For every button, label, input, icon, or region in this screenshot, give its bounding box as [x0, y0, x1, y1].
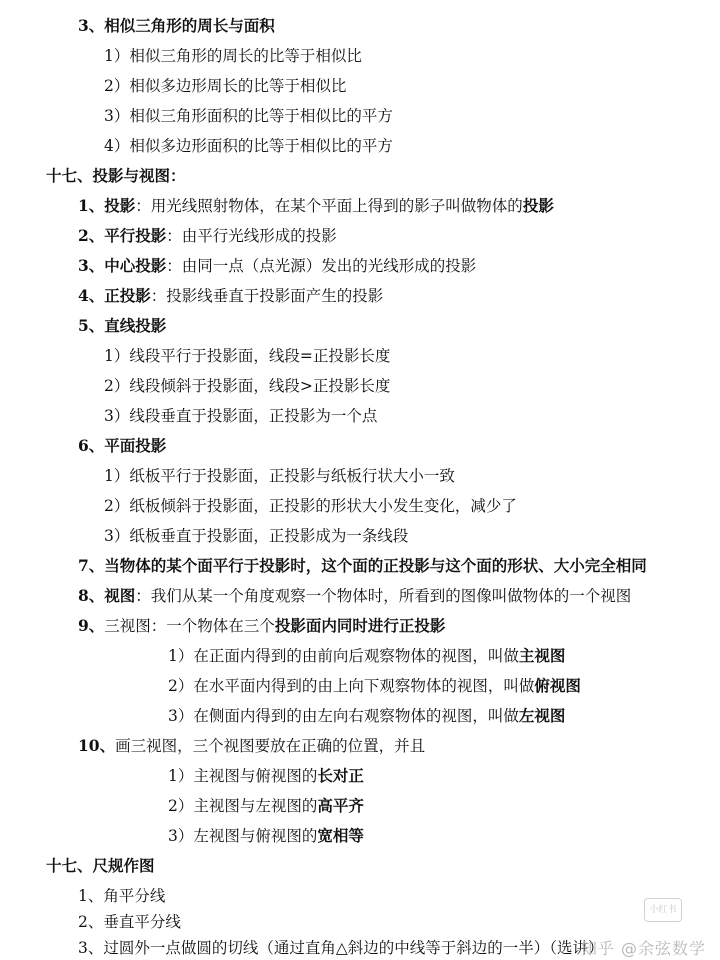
text-segment: 投影 — [522, 196, 554, 215]
text-segment: 十七、尺规作图 — [46, 856, 155, 875]
text-segment: 3、相似三角形的周长与面积 — [78, 16, 275, 35]
text-line-19 — [78, 556, 647, 576]
text-segment: 2）主视图与左视图的 — [168, 797, 318, 815]
text-line-31 — [78, 912, 181, 932]
text-line-13 — [104, 376, 390, 396]
text-segment: 1、投影 — [78, 196, 136, 215]
text-segment: ：我们从某一个角度观察一个物体时，所看到的图像叫做物体的一个视图 — [135, 587, 632, 605]
text-segment: 5、直线投影 — [78, 316, 167, 335]
text-segment: 1）线段平行于投影面，线段=正投影长度 — [104, 347, 391, 365]
text-segment: 1）相似三角形的周长的比等于相似比 — [104, 47, 362, 65]
text-line-15 — [78, 436, 166, 456]
text-segment: 3）线段垂直于投影面，正投影为一个点 — [104, 407, 378, 425]
text-line-24 — [168, 706, 565, 726]
text-line-6 — [46, 166, 186, 186]
text-segment: 左视图 — [518, 706, 566, 725]
text-segment: 2、平行投影 — [78, 226, 167, 245]
text-segment: 3）左视图与俯视图的 — [168, 827, 318, 845]
text-segment: 1、角平分线 — [78, 887, 166, 905]
text-line-18 — [104, 526, 408, 546]
watermark-text: 知乎 @余弦数学 — [580, 939, 706, 958]
text-segment: ：投影线垂直于投影面产生的投影 — [150, 287, 384, 305]
text-line-30 — [78, 886, 165, 906]
text-segment: 投影面内同时进行正投影 — [274, 616, 446, 635]
text-line-16 — [104, 466, 455, 486]
text-line-3 — [104, 76, 346, 96]
text-line-7 — [78, 196, 554, 216]
text-segment: 4）相似多边形面积的比等于相似比的平方 — [104, 137, 393, 155]
text-segment: 长对正 — [317, 766, 364, 785]
text-line-26 — [168, 766, 364, 786]
text-segment: 7、当物体的某个面平行于投影时，这个面的正投影与这个面的形状、大小完全相同 — [78, 556, 647, 575]
text-segment: 3）纸板垂直于投影面，正投影成为一条线段 — [104, 527, 409, 545]
text-segment: 6、平面投影 — [78, 436, 167, 455]
text-segment: 2）相似多边形周长的比等于相似比 — [104, 77, 347, 95]
text-segment: ：由同一点（点光源）发出的光线形成的投影 — [166, 257, 477, 275]
text-segment: 画三视图，三个视图要放在正确的位置，并且 — [115, 737, 426, 755]
text-line-5 — [104, 136, 393, 156]
text-segment: 1）主视图与俯视图的 — [168, 767, 318, 785]
text-line-28 — [168, 826, 364, 846]
text-segment: 十七、投影与视图： — [46, 166, 186, 185]
text-segment: 1）纸板平行于投影面，正投影与纸板行状大小一致 — [104, 467, 455, 485]
text-line-2 — [104, 46, 362, 66]
text-segment: 8、视图 — [78, 586, 136, 605]
text-segment: 3）相似三角形面积的比等于相似比的平方 — [104, 107, 393, 125]
text-segment: 高平齐 — [317, 796, 364, 815]
text-segment: 1）在正面内得到的由前向后观察物体的视图，叫做 — [168, 647, 519, 665]
text-segment: 宽相等 — [317, 826, 364, 845]
text-line-32 — [78, 938, 604, 958]
text-line-22 — [168, 646, 565, 666]
text-line-20 — [78, 586, 631, 606]
text-segment: 2）在水平面内得到的由上向下观察物体的视图，叫做 — [168, 677, 535, 695]
text-line-12 — [104, 346, 390, 366]
text-line-10 — [78, 286, 383, 306]
text-line-23 — [168, 676, 581, 696]
text-line-27 — [168, 796, 364, 816]
text-line-14 — [104, 406, 377, 426]
text-segment: 2、垂直平分线 — [78, 913, 181, 931]
text-line-25 — [78, 736, 425, 756]
watermark-logo: 小红书 — [644, 898, 682, 922]
text-segment: ：由平行光线形成的投影 — [166, 227, 337, 245]
text-segment: 3、中心投影 — [78, 256, 167, 275]
text-segment: 三视图：一个物体在三个 — [104, 617, 275, 635]
text-segment: ：用光线照射物体，在某个平面上得到的影子叫做物体的 — [135, 197, 523, 215]
text-line-29 — [46, 856, 155, 876]
text-line-11 — [78, 316, 166, 336]
text-segment: 3、过圆外一点做圆的切线（通过直角△斜边的中线等于斜边的一半）（选讲） — [78, 939, 604, 957]
text-segment: 俯视图 — [534, 676, 581, 695]
text-segment: 9、 — [78, 616, 105, 635]
text-line-4 — [104, 106, 393, 126]
text-line-8 — [78, 226, 337, 246]
text-line-17 — [104, 496, 517, 516]
text-segment: 2）纸板倾斜于投影面，正投影的形状大小发生变化，减少了 — [104, 497, 517, 515]
text-line-9 — [78, 256, 476, 276]
text-segment: 3）在侧面内得到的由左向右观察物体的视图，叫做 — [168, 707, 519, 725]
text-segment: 主视图 — [518, 646, 566, 665]
text-line-21 — [78, 616, 445, 636]
text-segment: 4、正投影 — [78, 286, 151, 305]
text-line-1 — [78, 16, 275, 36]
text-segment: 2）线段倾斜于投影面，线段>正投影长度 — [104, 377, 391, 395]
text-segment: 10、 — [78, 736, 116, 755]
